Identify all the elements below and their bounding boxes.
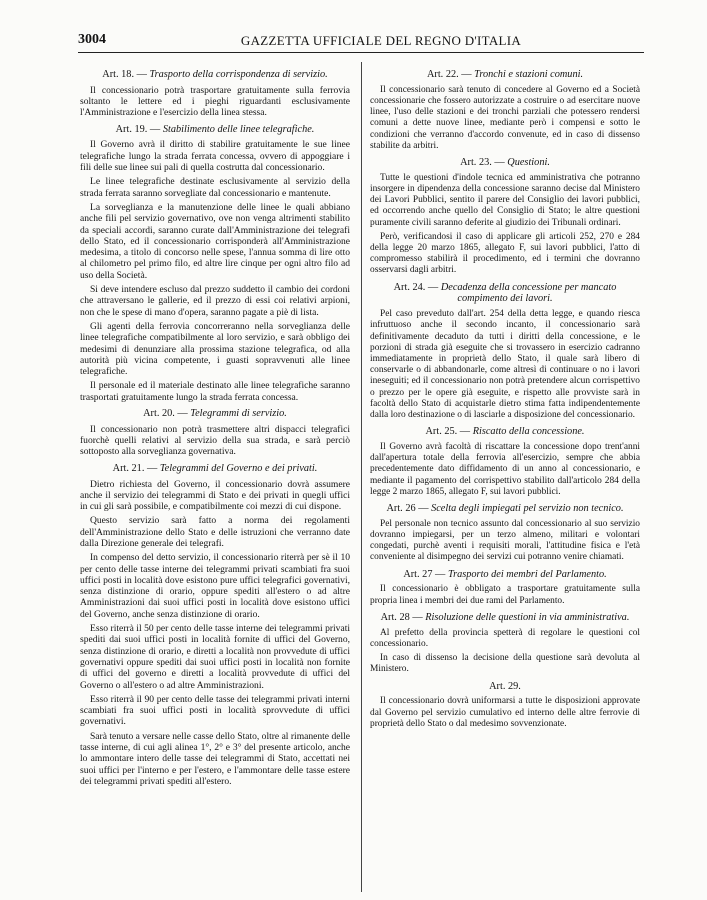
article-number: Art. 18.	[102, 69, 135, 80]
left-column	[80, 64, 350, 892]
article-paragraph: Si deve intendere escluso dal prezzo suddetto il cambio dei cordoni che attraversano le gallerie, ed il prezzo di essi coi relativi arpioni, non che le spese di mano d'opera, saranno pagate a piè di lista.	[80, 284, 350, 318]
article-title: Trasporto dei membri del Parlamento.	[447, 568, 607, 580]
article-paragraph: Il concessionario sarà tenuto di concedere al Governo ed a Società concessionarie che fossero autorizzate a costruire o ad esercitare nuove linee, l'uso delle stazioni e dei tronchi parziali che potessero rendersi comuni a dette nuove linee, mediante però i compensi e sotto le condizioni che verranno d'accordo convenute, ed in caso di dissenso stabilite da arbitri.	[370, 84, 640, 151]
article-paragraph: Gli agenti della ferrovia concorreranno nella sorveglianza delle linee telegrafiche compatibilmente al loro servizio, e sarà obbligo dei medesimi di denunziare alla prossima stazione telegrafica, od alla autorità più vicina competente, i guasti sopravvenuti alle linee telegrafiche.	[80, 320, 350, 378]
article-title: Stabilimento delle linee telegrafiche.	[162, 123, 315, 135]
article-title: Telegrammi di servizio.	[190, 408, 287, 420]
article-paragraph: Pel caso preveduto dall'art. 254 della detta legge, e quando riesca infruttuoso anche il secondo incanto, il concessionario sarà definitivamente decaduto da tutti i diritti della concessione, e le porzioni di strada già eseguite che si trovassero in esercizio cadranno immediatamente in proprietà dello Stato, il quale sarà libero di conservarle o di abbandonarle, come altresì di continuare o no i lavori ineseguiti; ed il concessionario non potrà pretendere alcun corrispettivo o prezzo per le opere già eseguite, e rispetto alle provviste sarà in facoltà dello Stato di acquistarle dietro stima fatta indipendentemente dalla loro destinazione o di lasciarle a disposizione del concessionario.	[370, 309, 640, 421]
article-paragraph: Però, verificandosi il caso di applicare gli articoli 252, 270 e 284 della legge 20 marzo 1865, allegato F, sui lavori pubblici, l'atto di compromesso stabilirà il procedimento, ed i termini che dovranno osservarsi dagli arbitri.	[370, 231, 640, 276]
article-paragraph: Il concessionario non potrà trasmettere altri dispacci telegrafici fuorchè quelli relativi al servizio della sua strada, e sarà perciò sottoposto alla sorveglianza governativa.	[80, 423, 350, 458]
column-divider	[361, 62, 362, 892]
article-paragraph: Sarà tenuto a versare nelle casse dello Stato, oltre al rimanente delle tasse interne, di cui agli alinea 1°, 2° e 3° del presente articolo, anche lo ammontare intero delle tasse dei telegrammi di Stato, accettati nei suoi uffici per l'interno e per l'estero, e l'ammontare delle tasse estere dei telegrammi privati spediti all'estero.	[80, 730, 350, 787]
page-header	[78, 32, 644, 53]
article-heading: Art. 24. — Decadenza della concessione per mancato compimento dei lavori.	[393, 281, 617, 305]
article-number: Art. 27	[403, 568, 433, 580]
article-title: Riscatto della concessione.	[472, 426, 585, 438]
article-title: Decadenza della concessione per mancato compimento dei lavori.	[440, 281, 617, 305]
article-number: Art. 23.	[460, 157, 492, 169]
article-title: Tronchi e stazioni comuni.	[474, 69, 584, 80]
article-title: Telegrammi del Governo e dei privati.	[159, 462, 318, 474]
article-paragraph: In caso di dissenso la decisione della questione sarà devoluta al Ministero.	[370, 653, 640, 675]
article-paragraph: Le linee telegrafiche destinate esclusivamente al servizio della strada ferrata saranno sorvegliate dal concessionario e mantenute.	[80, 176, 350, 199]
article-paragraph: Il personale ed il materiale destinato alle linee telegrafiche saranno trasportati gratuitamente lungo la strada ferrata concessa.	[80, 380, 350, 403]
article-number: Art. 20.	[143, 408, 175, 420]
article-heading	[370, 681, 640, 693]
article-paragraph: Dietro richiesta del Governo, il concessionario dovrà assumere anche il servizio dei telegrammi di Stato e dei privati in quegli uffici in cui gli sarà possibile, e compatibilmente coi mezzi di cui dispone.	[80, 478, 350, 513]
article-paragraph: Esso riterrà il 50 per cento delle tasse interne dei telegrammi privati spediti dai suoi uffici posti in località fornite di uffici del Governo, senza distinzione di orario, e diretti a località non provvedute di uffici governativi oppure spediti dai suoi uffici posti in località non fornite di uffici del governo e diretti a località provvedute di uffici del Governo o all'estero o ad altre Amministrazioni.	[80, 623, 350, 691]
article-paragraph: Il concessionario è obbligato a trasportare gratuitamente sulla propria linea i membri dei due rami del Parlamento.	[370, 584, 640, 606]
page-number: 3004	[78, 32, 106, 47]
article-paragraph: Al prefetto della provincia spetterà di regolare le questioni col concessionario.	[370, 627, 640, 649]
article-paragraph: Il concessionario dovrà uniformarsi a tutte le disposizioni approvate dal Governo pel servizio cumulativo ed interno delle altre ferrovie di proprietà dello Stato o dal medesimo sovvenzionate.	[370, 696, 640, 729]
article-number: Art. 19.	[115, 123, 148, 135]
article-heading: Art. 25. — Riscatto della concessione.	[425, 426, 585, 438]
article-heading: Art. 18. — Trasporto della corrispondenza di servizio.	[102, 69, 328, 80]
article-paragraph: Il concessionario potrà trasportare gratuitamente sulla ferrovia soltanto le lettere ed i pieghi riguardanti esclusivamente l'Amministrazione e l'esercizio della linea stessa.	[80, 84, 350, 119]
right-column	[370, 64, 640, 892]
article-number: Art. 28	[380, 611, 410, 623]
article-title: Risoluzione delle questioni in via amministrativa.	[425, 611, 630, 623]
article-heading: Art. 19. — Stabilimento delle linee telegrafiche.	[115, 123, 315, 135]
article-heading: Art. 26 — Scelta degli impiegati pel servizio non tecnico.	[386, 503, 624, 515]
article-number: Art. 24.	[393, 281, 426, 293]
article-title: Trasporto della corrispondenza di servizio.	[149, 69, 328, 80]
article-number: Art. 26	[386, 503, 416, 515]
article-heading: Art. 22. — Tronchi e stazioni comuni.	[426, 69, 584, 80]
article-paragraph: Il Governo avrà facoltà di riscattare la concessione dopo trent'anni dall'apertura totale della ferrovia all'esercizio, sempre che abbia precedentemente dato diffidamento di un anno al concessionario, e mediante il pagamento del corrispettivo stabilito dall'articolo 284 della legge 2 marzo 1865, allegato F, sui lavori pubblici.	[370, 442, 640, 497]
gazette-title: GAZZETTA UFFICIALE DEL REGNO D'ITALIA	[240, 33, 522, 48]
article-heading: Art. 27 — Trasporto dei membri del Parlamento.	[403, 568, 607, 580]
article-title: Scelta degli impiegati pel servizio non tecnico.	[431, 503, 624, 515]
article-number: Art. 25.	[425, 426, 458, 438]
article-paragraph: In compenso del detto servizio, il concessionario riterrà per sè il 10 per cento delle tasse interne dei telegrammi privati scambiati fra suoi uffici posti in località dove esistono pure uffici telegrafici governativi, senza distinzione di orario, oppure spediti all'estero o ad altre Amministrazioni dai suoi uffici posti in località dove esistono uffici del Governo, anche senza distinzione di orario.	[80, 552, 350, 620]
article-number: Art. 22.	[426, 69, 459, 80]
article-heading: Art. 21. — Telegrammi del Governo e dei privati.	[112, 462, 318, 474]
article-heading: Art. 23. — Questioni.	[460, 157, 550, 169]
article-heading: Art. 28 — Risoluzione delle questioni in via amministrativa.	[380, 611, 630, 623]
article-paragraph: Il Governo avrà il diritto di stabilire gratuitamente le sue linee telegrafiche lungo la strada ferrata concessa, ovvero di appoggiare i fili delle sue linee sui pali di quella costrutta dal concessionario.	[80, 139, 350, 174]
article-number: Art. 21.	[112, 462, 145, 474]
article-paragraph: Questo servizio sarà fatto a norma dei regolamenti dell'Amministrazione dello Stato e delle istruzioni che verranno date dalla Direzione generale dei telegrafi.	[80, 515, 350, 549]
article-paragraph: Esso riterrà il 90 per cento delle tasse dei telegrammi privati interni scambiati fra suoi uffici posti in località sprovvedute di uffici governativi.	[80, 693, 350, 728]
article-number: Art. 29.	[489, 680, 521, 692]
article-paragraph: Pel personale non tecnico assunto dal concessionario al suo servizio dovranno impiegarsi, per un terzo almeno, militari e volontari congedati, purchè aventi i requisiti morali, l'attitudine fisica e l'età conveniente al disimpegno dei servizi cui potranno venire chiamati.	[370, 518, 640, 563]
article-paragraph: La sorveglianza e la manutenzione delle linee le quali abbiano anche fili pel servizio governativo, ove non venga altrimenti stabilito da speciali accordi, saranno curate dall'Amministrazione dei telegrafi dello Stato, ed il concessionario corrisponderà all'Amministrazione medesima, a titolo di concorso nelle spese, l'annua somma di lire otto al chilometro pel primo filo, ed altre lire cinque per ogni altro filo ad uso della Società.	[80, 201, 350, 281]
article-title: Questioni.	[507, 157, 550, 169]
article-paragraph: Tutte le questioni d'indole tecnica ed amministrativa che potranno insorgere in dipendenza della concessione saranno decise dal Ministero dei Lavori Pubblici, sentito il parere del Consiglio dei lavori pubblici, ed occorrendo anche quello del Consiglio di Stato; le altre questioni puramente civili saranno deferite al giudizio dei Tribunali ordinari.	[370, 172, 640, 228]
article-heading: Art. 20. — Telegrammi di servizio.	[143, 408, 287, 420]
